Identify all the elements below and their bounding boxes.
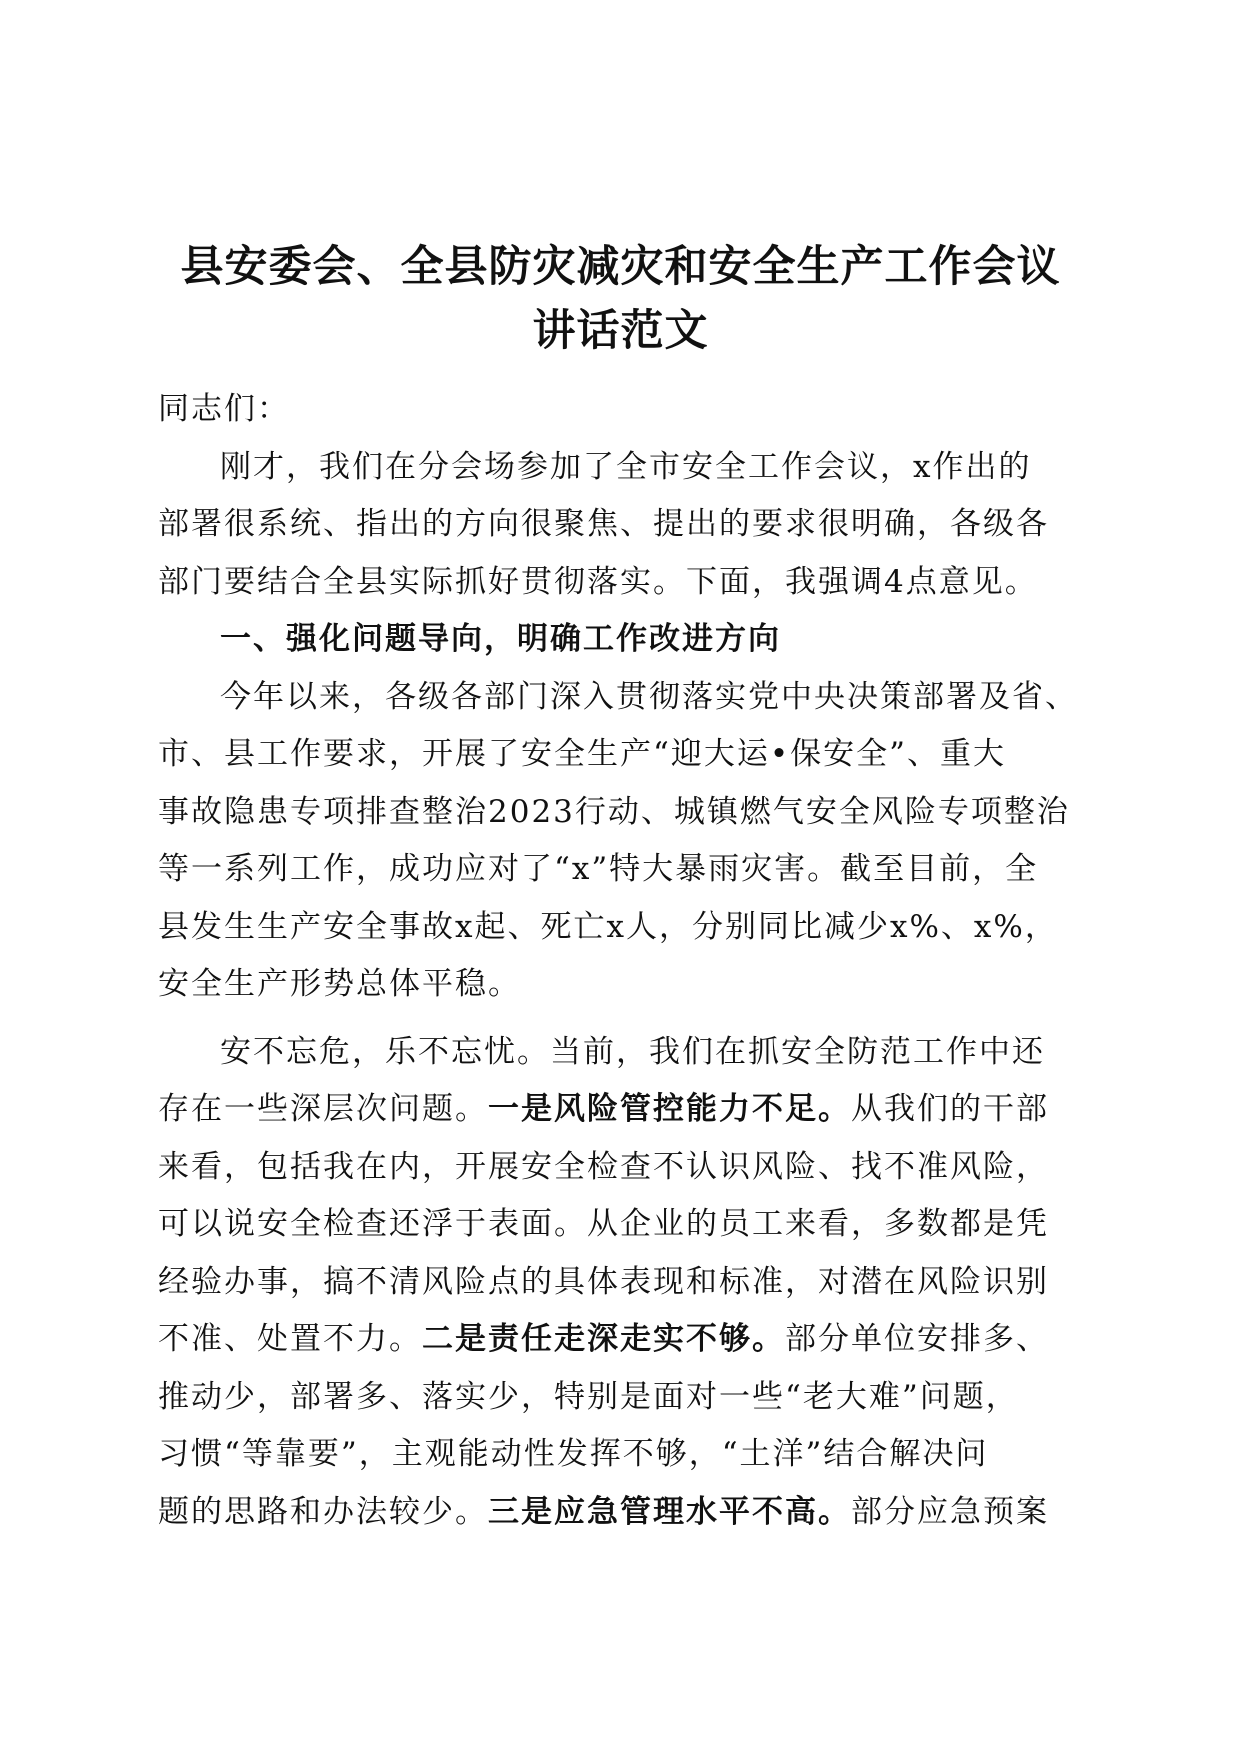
- paragraph-achievements: [158, 669, 1083, 1014]
- document-body: [158, 235, 1083, 1541]
- text-line: 推动少，部署多、落实少，特别是面对一些“老大难”问题，: [158, 1378, 1019, 1415]
- text-line: 安全生产形势总体平稳。: [158, 966, 521, 1002]
- text-line: 事故隐患专项排查整治2023行动、城镇燃气安全风险专项整治: [158, 793, 1070, 830]
- text-run: 存在一些深层次问题。: [158, 1091, 488, 1127]
- salutation: 同志们：: [158, 391, 290, 427]
- document-title: [158, 235, 1083, 363]
- text-run: 从我们的干部: [851, 1091, 1049, 1127]
- text-line: 今年以来，各级各部门深入贯彻落实党中央决策部署及省、: [220, 678, 1078, 715]
- paragraph-problems: [158, 1024, 1083, 1542]
- text-line: 习惯“等靠要”，主观能动性发挥不够，“土洋”结合解决问: [158, 1436, 989, 1472]
- text-run: 部分应急预案: [851, 1493, 1049, 1530]
- text-line: [158, 1081, 1083, 1139]
- title-line-1: 县安委会、全县防灾减灾和安全生产工作会议: [180, 242, 1061, 292]
- title-line-2: 讲话范文: [532, 306, 709, 356]
- text-run: 部分单位安排多、: [785, 1321, 1049, 1357]
- speech-text: [158, 381, 1083, 1541]
- text-line: 等一系列工作，成功应对了“x”特大暴雨灾害。截至目前，全: [158, 851, 1039, 887]
- text-line: 县发生生产安全事故x起、死亡x人，分别同比减少x%、x%，: [158, 908, 1058, 945]
- text-line: 安不忘危，乐不忘忧。当前，我们在抓安全防范工作中还: [220, 1033, 1045, 1070]
- text-run: 题的思路和办法较少。: [158, 1493, 488, 1530]
- key-point-2: 二是责任走深走实不够。: [422, 1321, 785, 1357]
- text-line: 部署很系统、指出的方向很聚焦、提出的要求很明确，各级各: [158, 506, 1049, 542]
- intro-paragraph: [158, 439, 1083, 612]
- section-heading-1: 一、强化问题导向，明确工作改进方向: [220, 621, 781, 657]
- text-run: 不准、处置不力。: [158, 1321, 422, 1357]
- text-line: 可以说安全检查还浮于表面。从企业的员工来看，多数都是凭: [158, 1206, 1049, 1242]
- text-line: 市、县工作要求，开展了安全生产“迎大运•保安全”、重大: [158, 736, 1006, 772]
- key-point-3: 三是应急管理水平不高。: [488, 1493, 851, 1530]
- text-line: [158, 1311, 1083, 1369]
- text-line: 来看，包括我在内，开展安全检查不认识风险、找不准风险，: [158, 1148, 1049, 1185]
- text-line: [158, 1484, 1083, 1542]
- text-line: 刚才，我们在分会场参加了全市安全工作会议，x作出的: [220, 448, 1032, 485]
- key-point-1: 一是风险管控能力不足。: [488, 1091, 851, 1127]
- text-line: 部门要结合全县实际抓好贯彻落实。下面，我强调4点意见。: [158, 563, 1038, 600]
- text-line: 经验办事，搞不清风险点的具体表现和标准，对潜在风险识别: [158, 1263, 1049, 1300]
